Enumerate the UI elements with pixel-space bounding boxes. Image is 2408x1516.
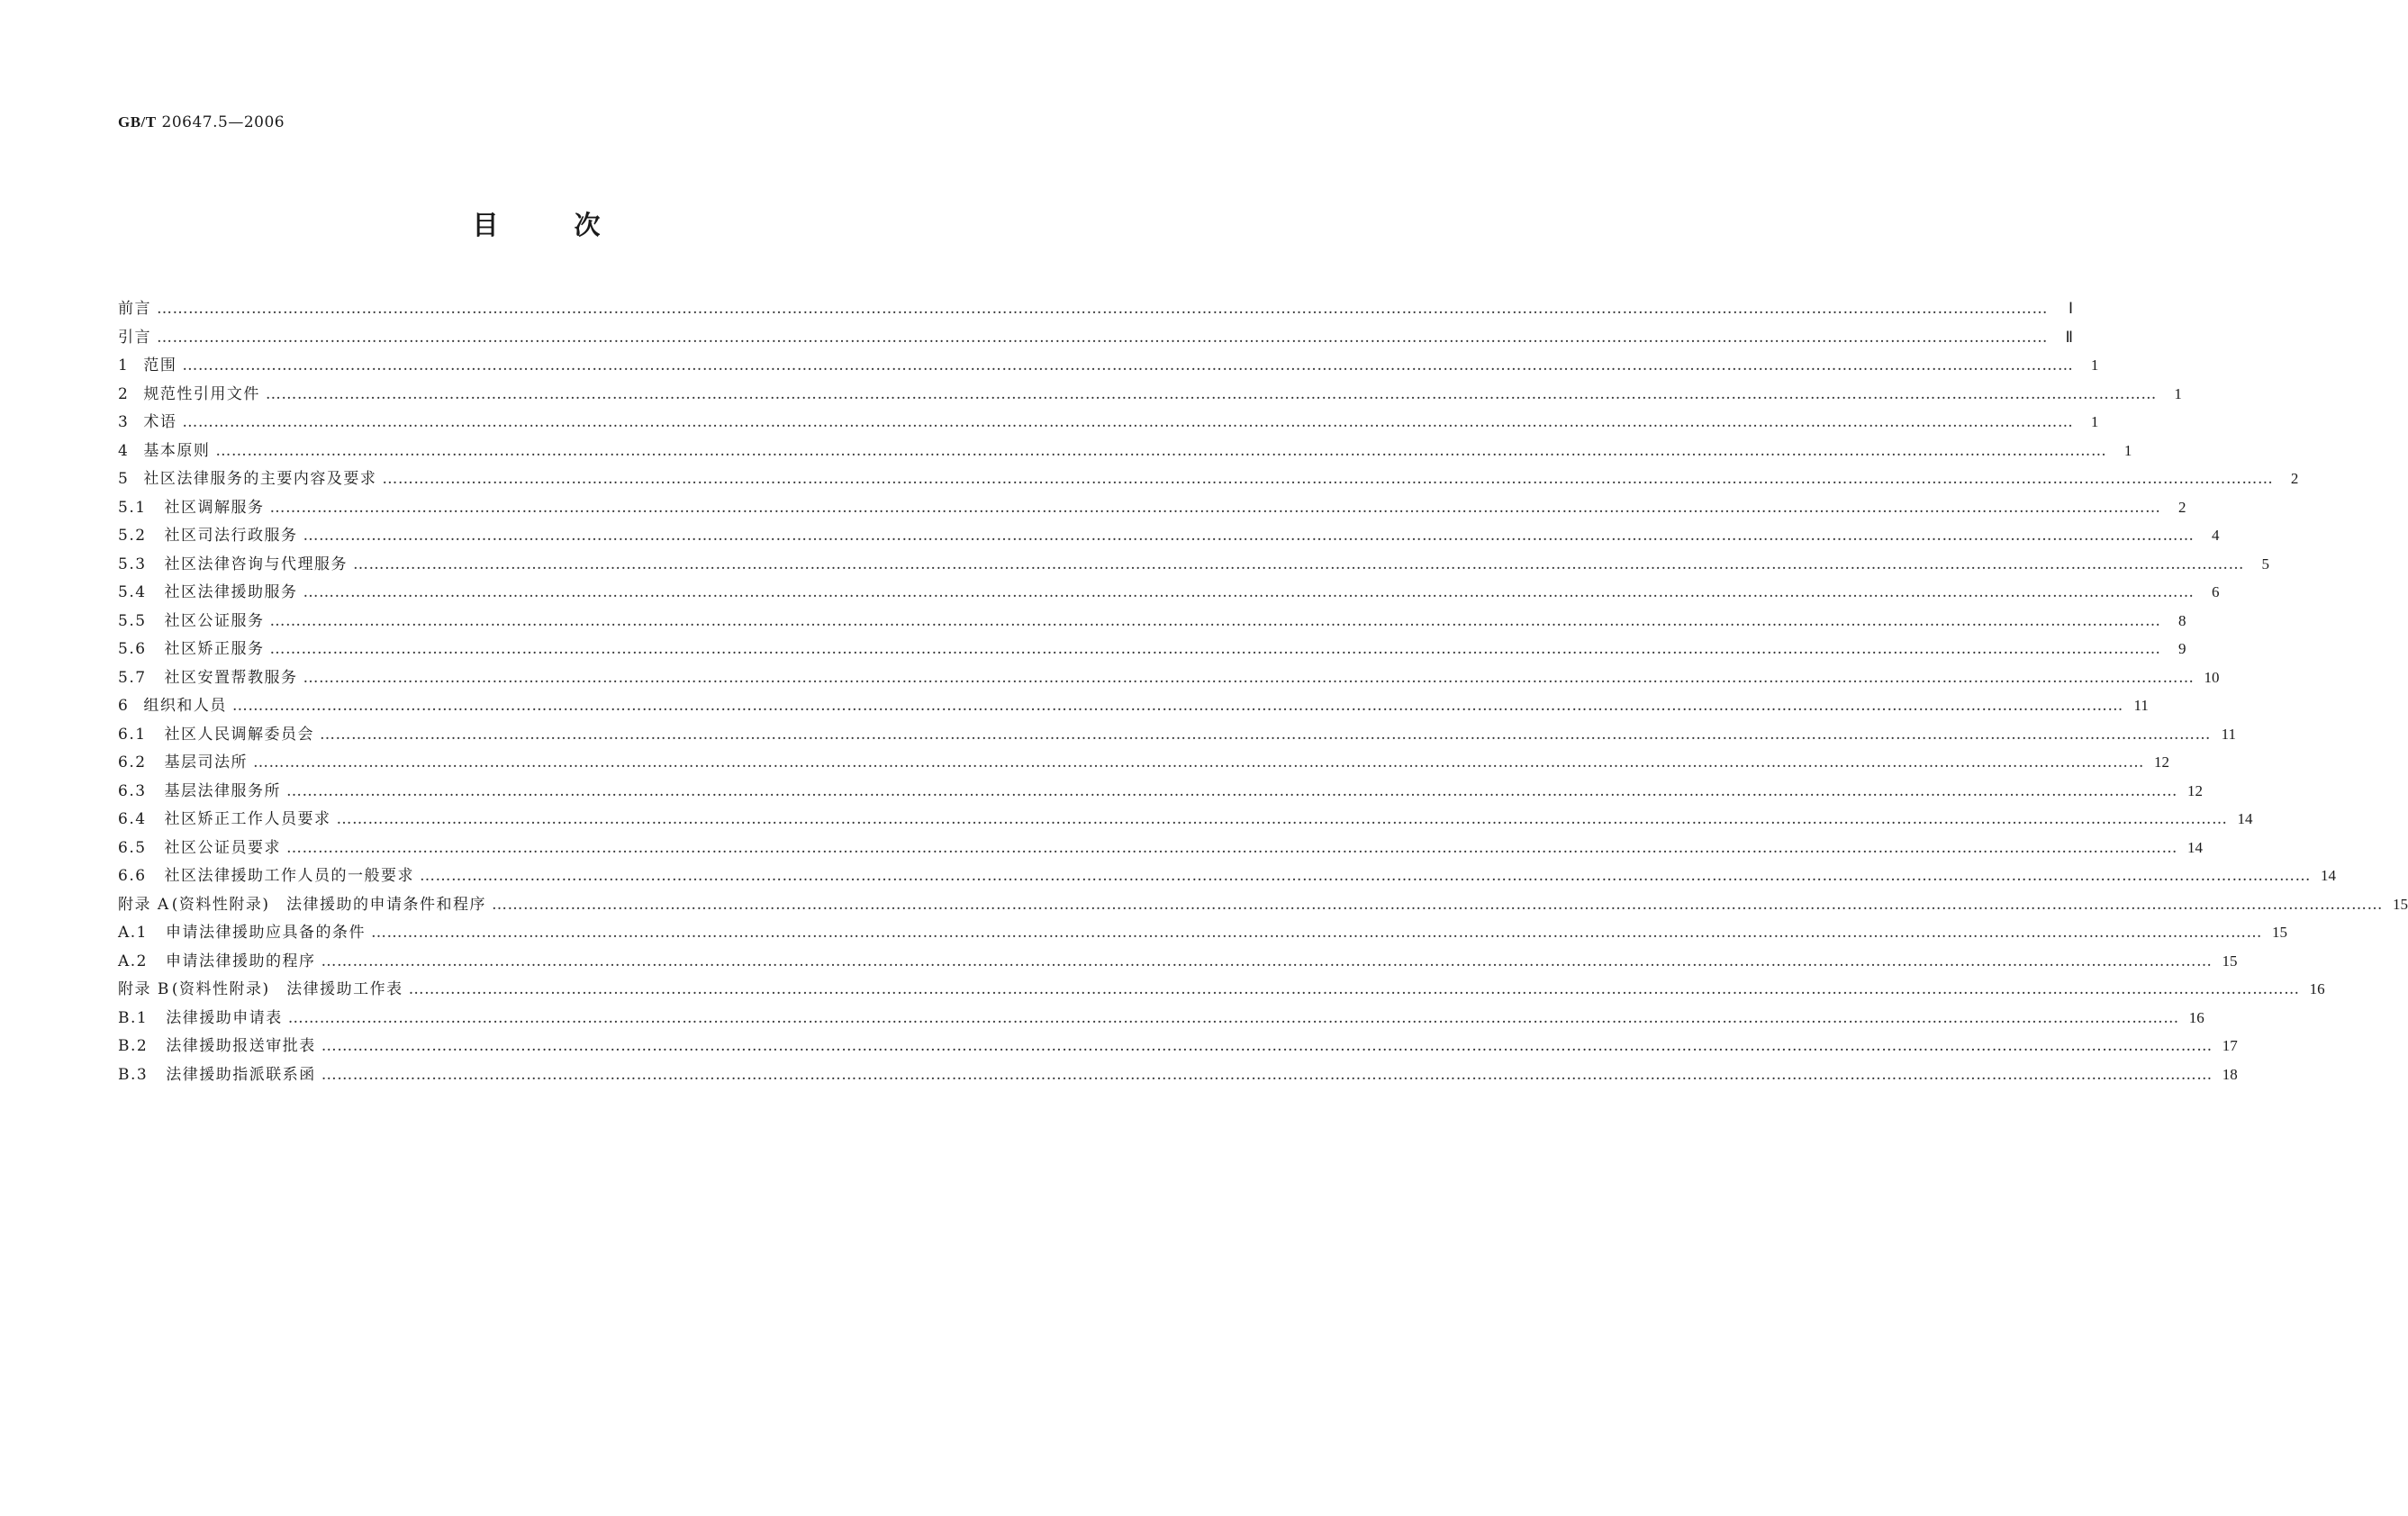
toc-leader-dots: ……………………………………………………………………………………………………………………………………………………………………………………………………………………………………………………………………………………………………………………………… <box>287 1008 2179 1027</box>
toc-leader-dots: ……………………………………………………………………………………………………………………………………………………………………………………………………………………………………………………………………………………………………………………………… <box>321 1037 2213 1055</box>
toc-entry-page: 5 <box>2261 555 2270 573</box>
toc-entry-page: 8 <box>2178 611 2186 629</box>
toc-entry-number: B.3 <box>118 1065 149 1084</box>
title-char-1: 目 <box>472 210 499 240</box>
toc-entry-number: 5 <box>118 470 130 488</box>
toc-entry[interactable] <box>118 579 2220 608</box>
toc-entry[interactable] <box>118 778 2204 807</box>
toc-entry[interactable] <box>118 522 2220 551</box>
toc-entry-number: 1 <box>118 356 130 374</box>
toc-entry-page: 11 <box>2133 697 2149 714</box>
toc-entry-number: 3 <box>118 413 130 431</box>
toc-entry-page: 2 <box>2178 498 2186 516</box>
toc-entry[interactable] <box>118 891 2408 920</box>
toc-entry[interactable] <box>118 381 2182 410</box>
toc-entry-page: 11 <box>2221 725 2237 743</box>
toc-entry-number: 5.4 <box>118 583 147 601</box>
toc-entry-page: 1 <box>2174 384 2182 402</box>
toc-entry-number: 2 <box>118 384 130 403</box>
toc-entry-page: Ⅰ <box>2068 300 2073 317</box>
toc-leader-dots: ……………………………………………………………………………………………………………………………………………………………………………………………………………………………………………………………………………………………………………………………… <box>321 952 2213 970</box>
toc-leader-dots: ……………………………………………………………………………………………………………………………………………………………………………………………………………………………………………………………………………………………………………………………… <box>303 583 2195 601</box>
toc-entry-number: 6.2 <box>118 753 147 772</box>
toc-entry[interactable] <box>118 409 2099 438</box>
toc-leader-dots: ……………………………………………………………………………………………………………………………………………………………………………………………………………………………………………………………………………………………………………………………… <box>269 640 2161 658</box>
toc-entry[interactable] <box>118 295 2073 324</box>
toc-entry[interactable] <box>118 608 2186 636</box>
title-char-2: 次 <box>574 210 601 240</box>
toc-entry-page: 14 <box>2321 867 2337 884</box>
toc-entry-number: A.2 <box>118 952 148 970</box>
toc-entry-number: A.1 <box>118 924 148 942</box>
toc-entry[interactable] <box>118 324 2073 353</box>
toc-entry-label: 社区人民调解委员会 <box>164 725 315 744</box>
toc-entry-page: 6 <box>2212 583 2220 600</box>
toc-entry-label: 社区司法行政服务 <box>164 527 298 545</box>
toc-leader-dots: ……………………………………………………………………………………………………………………………………………………………………………………………………………………………………………………………………………………………………………………………… <box>408 980 2300 998</box>
toc-entry[interactable] <box>118 692 2149 721</box>
toc-entry-label: 基层法律服务所 <box>164 781 282 800</box>
toc-leader-dots: ……………………………………………………………………………………………………………………………………………………………………………………………………………………………………………………………………………………………………………………………… <box>353 555 2245 573</box>
toc-leader-dots: ……………………………………………………………………………………………………………………………………………………………………………………………………………………………………………………………………………………………………………………………… <box>231 697 2123 715</box>
toc-entry-number: 5.3 <box>118 555 147 573</box>
toc-leader-dots: ……………………………………………………………………………………………………………………………………………………………………………………………………………………………………………………………………………………………………………………………… <box>182 413 2074 431</box>
toc-entry-number: 6.1 <box>118 725 147 744</box>
toc-leader-dots: ……………………………………………………………………………………………………………………………………………………………………………………………………………………………………………………………………………………………………………………………… <box>336 810 2228 828</box>
toc-entry-page: 2 <box>2290 470 2299 487</box>
standard-code <box>118 113 285 131</box>
toc-entry[interactable] <box>118 721 2237 750</box>
toc-entry-label: 法律援助报送审批表 <box>166 1037 316 1055</box>
toc-entry[interactable] <box>118 806 2253 835</box>
toc-leader-dots: ……………………………………………………………………………………………………………………………………………………………………………………………………………………………………………………………………………………………………………………………… <box>253 753 2145 772</box>
toc-entry-number: B.2 <box>118 1037 149 1055</box>
toc-leader-dots: ……………………………………………………………………………………………………………………………………………………………………………………………………………………………………………………………………………………………………………………………… <box>265 384 2157 403</box>
toc-entry[interactable] <box>118 465 2299 494</box>
toc-entry[interactable] <box>118 636 2186 664</box>
toc-entry-page: 12 <box>2154 753 2170 771</box>
toc-entry-label: 社区法律咨询与代理服务 <box>164 555 349 573</box>
toc-entry-label: 组织和人员 <box>143 697 227 715</box>
toc-entry-page: 9 <box>2178 640 2186 657</box>
toc-leader-dots: ……………………………………………………………………………………………………………………………………………………………………………………………………………………………………………………………………………………………………………………………… <box>157 328 2048 347</box>
toc-entry-label: 社区安置帮教服务 <box>164 668 298 687</box>
toc-entry[interactable] <box>118 948 2238 977</box>
toc-entry-page: 16 <box>2188 1008 2204 1026</box>
toc-entry[interactable] <box>118 551 2270 580</box>
toc-entry-label: 社区法律援助服务 <box>164 583 298 601</box>
toc-entry[interactable] <box>118 976 2325 1005</box>
toc-entry[interactable] <box>118 749 2170 778</box>
toc-entry[interactable] <box>118 664 2220 693</box>
toc-entry[interactable] <box>118 352 2099 381</box>
toc-entry-page: 1 <box>2123 441 2132 459</box>
toc-entry-page: 16 <box>2309 980 2325 997</box>
toc-leader-dots: ……………………………………………………………………………………………………………………………………………………………………………………………………………………………………………………………………………………………………………………………… <box>215 441 2107 460</box>
toc-entry-number: 4 <box>118 441 130 460</box>
toc-entry-label: 社区公证服务 <box>164 611 265 630</box>
toc-entry-number: 6.4 <box>118 810 147 828</box>
toc-entry[interactable] <box>118 1005 2204 1033</box>
standard-number: 20647.5—2006 <box>161 113 285 131</box>
toc-entry-page: 14 <box>2237 810 2253 827</box>
toc-entry-label: 前言 <box>118 300 151 318</box>
toc-entry[interactable] <box>118 438 2132 466</box>
toc-entry[interactable] <box>118 862 2337 891</box>
toc-entry[interactable] <box>118 919 2287 948</box>
toc-leader-dots: ……………………………………………………………………………………………………………………………………………………………………………………………………………………………………………………………………………………………………………………………… <box>320 725 2212 744</box>
toc-entry-page: 12 <box>2187 781 2204 799</box>
toc-entry-page: 14 <box>2187 838 2204 856</box>
toc-entry-label: 术语 <box>143 413 177 431</box>
toc-entry-page: 10 <box>2204 668 2220 686</box>
table-of-contents <box>118 295 2408 1089</box>
toc-leader-dots: ……………………………………………………………………………………………………………………………………………………………………………………………………………………………………………………………………………………………………………………………… <box>269 498 2161 517</box>
toc-entry-number: 5.5 <box>118 611 147 630</box>
toc-entry-label: (资料性附录) 法律援助工作表 <box>171 980 403 998</box>
toc-entry-label: 社区法律援助工作人员的一般要求 <box>164 867 415 885</box>
toc-entry-label: 申请法律援助的程序 <box>166 952 316 970</box>
toc-entry-label: 社区调解服务 <box>164 498 265 517</box>
toc-entry-label: 范围 <box>143 356 177 374</box>
standard-prefix: GB/T <box>118 113 157 131</box>
toc-entry[interactable] <box>118 835 2204 863</box>
page-title <box>0 205 1073 242</box>
toc-entry-page: 1 <box>2090 356 2099 374</box>
toc-entry-number: 附录 A <box>118 895 170 914</box>
toc-entry-number: 6 <box>118 697 130 715</box>
toc-entry[interactable] <box>118 494 2186 523</box>
toc-entry-label: 社区公证员要求 <box>164 838 282 857</box>
toc-entry-number: 6.6 <box>118 867 147 885</box>
toc-leader-dots: ……………………………………………………………………………………………………………………………………………………………………………………………………………………………………………………………………………………………………………………………… <box>491 895 2383 914</box>
toc-leader-dots: ……………………………………………………………………………………………………………………………………………………………………………………………………………………………………………………………………………………………………………………………… <box>269 611 2161 630</box>
toc-entry-page: 17 <box>2222 1037 2238 1054</box>
toc-entry[interactable] <box>118 1033 2238 1061</box>
toc-leader-dots: ……………………………………………………………………………………………………………………………………………………………………………………………………………………………………………………………………………………………………………………………… <box>286 781 2178 800</box>
toc-entry-number: 6.5 <box>118 838 147 857</box>
toc-entry-label: 社区法律服务的主要内容及要求 <box>143 470 377 488</box>
toc-leader-dots: ……………………………………………………………………………………………………………………………………………………………………………………………………………………………………………………………………………………………………………………………… <box>157 300 2048 318</box>
toc-entry-page: 4 <box>2212 527 2220 544</box>
toc-entry-number: 5.6 <box>118 640 147 658</box>
toc-entry-number: 5.1 <box>118 498 147 517</box>
toc-entry-label: 基本原则 <box>143 441 211 460</box>
toc-entry-number: 5.7 <box>118 668 147 687</box>
toc-leader-dots: ……………………………………………………………………………………………………………………………………………………………………………………………………………………………………………………………………………………………………………………………… <box>371 924 2262 942</box>
toc-entry-number: 6.3 <box>118 781 147 800</box>
toc-entry-page: 15 <box>2272 924 2287 941</box>
toc-entry-label: 法律援助申请表 <box>166 1008 283 1027</box>
toc-entry-number: 附录 B <box>118 980 170 998</box>
toc-entry-page: 1 <box>2090 413 2099 430</box>
toc-entry-page: 15 <box>2392 895 2408 913</box>
toc-leader-dots: ……………………………………………………………………………………………………………………………………………………………………………………………………………………………………………………………………………………………………………………………… <box>420 867 2312 885</box>
toc-leader-dots: ……………………………………………………………………………………………………………………………………………………………………………………………………………………………………………………………………………………………………………………………… <box>303 527 2195 545</box>
toc-leader-dots: ……………………………………………………………………………………………………………………………………………………………………………………………………………………………………………………………………………………………………………………………… <box>382 470 2274 488</box>
toc-leader-dots: ……………………………………………………………………………………………………………………………………………………………………………………………………………………………………………………………………………………………………………………………… <box>182 356 2074 374</box>
toc-entry-page: 18 <box>2222 1065 2238 1083</box>
toc-entry-label: 社区矫正服务 <box>164 640 265 658</box>
toc-entry-number: B.1 <box>118 1008 149 1027</box>
toc-entry-label: 规范性引用文件 <box>143 384 260 403</box>
toc-entry-number: 5.2 <box>118 527 147 545</box>
toc-entry-page: Ⅱ <box>2065 328 2073 346</box>
toc-leader-dots: ……………………………………………………………………………………………………………………………………………………………………………………………………………………………………………………………………………………………………………………………… <box>303 668 2195 687</box>
toc-entry-page: 15 <box>2222 952 2238 970</box>
toc-leader-dots: ……………………………………………………………………………………………………………………………………………………………………………………………………………………………………………………………………………………………………………………………… <box>286 838 2178 857</box>
toc-entry-label: 引言 <box>118 328 151 347</box>
toc-entry-label: (资料性附录) 法律援助的申请条件和程序 <box>171 895 486 914</box>
toc-entry-label: 申请法律援助应具备的条件 <box>166 924 366 942</box>
toc-entry[interactable] <box>118 1061 2238 1090</box>
toc-entry-label: 法律援助指派联系函 <box>166 1065 316 1084</box>
toc-leader-dots: ……………………………………………………………………………………………………………………………………………………………………………………………………………………………………………………………………………………………………………………………… <box>321 1065 2213 1084</box>
toc-entry-label: 基层司法所 <box>164 753 249 772</box>
toc-entry-label: 社区矫正工作人员要求 <box>164 810 331 828</box>
